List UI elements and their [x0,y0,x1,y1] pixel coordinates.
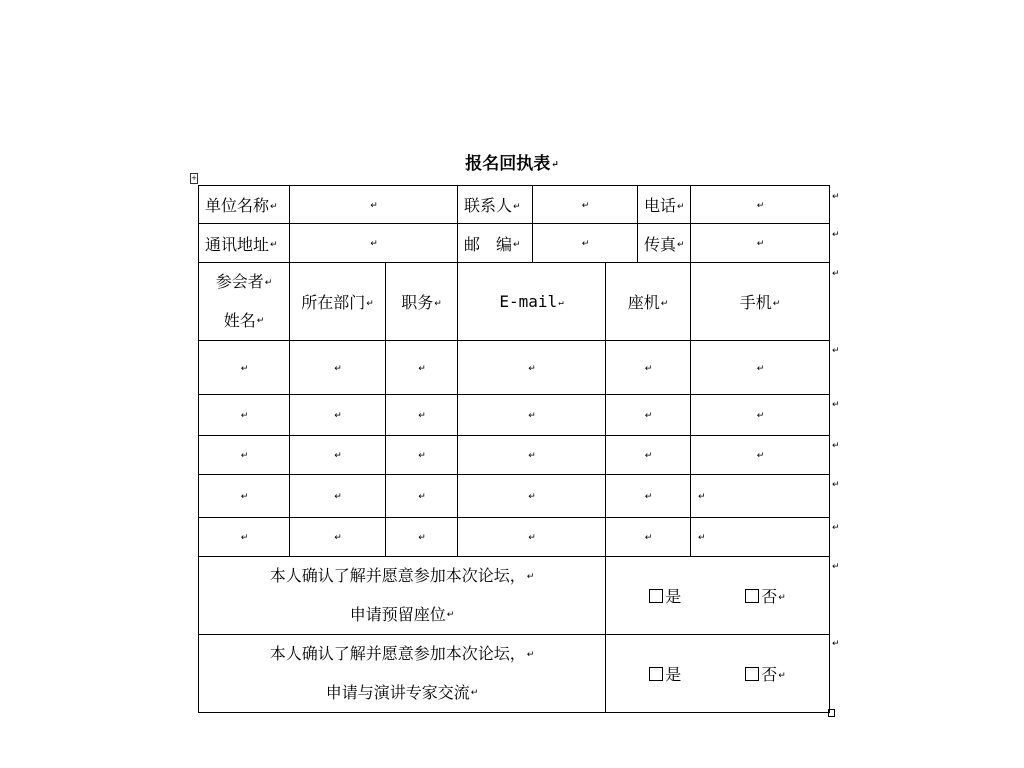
address-label: 通讯地址↵ [199,224,290,263]
email-cell[interactable]: ↵ [458,475,606,518]
mobile-cell[interactable]: ↵ [691,518,830,557]
confirmation-speaker-options [606,635,830,713]
position-cell[interactable]: ↵ [386,395,458,436]
table-row [199,395,830,436]
table-row [199,518,830,557]
table-row [199,436,830,475]
landline-cell[interactable]: ↵ [606,436,691,475]
landline-cell[interactable]: ↵ [606,475,691,518]
col-position: 职务↵ [386,263,458,341]
mobile-cell[interactable]: ↵ [691,436,830,475]
table-anchor-icon[interactable]: + [191,174,197,182]
table-resize-handle-icon[interactable] [828,709,835,717]
attendee-name-cell[interactable]: ↵ [199,341,290,395]
fax-label: 传真↵ [638,224,691,263]
row-end-mark: ↵ [832,639,840,649]
row-end-mark: ↵ [832,269,840,279]
row-end-mark: ↵ [832,441,840,451]
email-cell[interactable]: ↵ [458,395,606,436]
unit-name-label: 单位名称↵ [199,186,290,224]
row-end-mark: ↵ [832,346,840,356]
confirmation-row-seat [199,557,830,635]
checkbox-icon[interactable] [649,589,663,603]
checkbox-icon[interactable] [649,667,663,681]
landline-cell[interactable]: ↵ [606,341,691,395]
confirmation-speaker-text: 本人确认了解并愿意参加本次论坛，↵ 申请与演讲专家交流↵ [199,635,606,713]
speaker-yes-option[interactable]: 是 [649,662,681,685]
col-attendee-name: 参会者↵ 姓名↵ [199,263,290,341]
postcode-field[interactable]: ↵ [533,224,638,263]
landline-cell[interactable]: ↵ [606,518,691,557]
email-cell[interactable]: ↵ [458,341,606,395]
table-row [199,224,830,263]
fax-field[interactable]: ↵ [691,224,830,263]
seat-no-option[interactable]: 否↵ [745,584,786,607]
row-end-mark: ↵ [832,400,840,410]
attendee-name-cell[interactable]: ↵ [199,395,290,436]
phone-label: 电话↵ [638,186,691,224]
attendee-name-cell[interactable]: ↵ [199,475,290,518]
registration-table [198,185,830,713]
col-mobile: 手机↵ [691,263,830,341]
row-end-mark: ↵ [832,192,840,202]
row-end-mark: ↵ [832,523,840,533]
table-row [199,186,830,224]
email-cell[interactable]: ↵ [458,436,606,475]
mobile-cell[interactable]: ↵ [691,395,830,436]
postcode-label: 邮 编↵ [458,224,533,263]
contact-field[interactable]: ↵ [533,186,638,224]
row-end-mark: ↵ [832,562,840,572]
speaker-no-option[interactable]: 否↵ [745,662,786,685]
email-cell[interactable]: ↵ [458,518,606,557]
position-cell[interactable]: ↵ [386,341,458,395]
attendee-name-cell[interactable]: ↵ [199,518,290,557]
col-email: E-mail↵ [458,263,606,341]
confirmation-row-speaker [199,635,830,713]
address-field[interactable]: ↵ [290,224,458,263]
position-cell[interactable]: ↵ [386,475,458,518]
department-cell[interactable]: ↵ [290,341,386,395]
confirmation-seat-text: 本人确认了解并愿意参加本次论坛，↵ 申请预留座位↵ [199,557,606,635]
contact-label: 联系人↵ [458,186,533,224]
mobile-cell[interactable]: ↵ [691,341,830,395]
department-cell[interactable]: ↵ [290,436,386,475]
department-cell[interactable]: ↵ [290,518,386,557]
checkbox-icon[interactable] [745,589,759,603]
seat-yes-option[interactable]: 是 [649,584,681,607]
position-cell[interactable]: ↵ [386,436,458,475]
row-end-mark: ↵ [832,480,840,490]
position-cell[interactable]: ↵ [386,518,458,557]
mobile-cell[interactable]: ↵ [691,475,830,518]
col-department: 所在部门↵ [290,263,386,341]
landline-cell[interactable]: ↵ [606,395,691,436]
confirmation-seat-options [606,557,830,635]
department-cell[interactable]: ↵ [290,395,386,436]
row-end-mark: ↵ [832,230,840,240]
phone-field[interactable]: ↵ [691,186,830,224]
table-row [199,341,830,395]
department-cell[interactable]: ↵ [290,475,386,518]
table-row [199,475,830,518]
table-header-row [199,263,830,341]
col-landline: 座机↵ [606,263,691,341]
checkbox-icon[interactable] [745,667,759,681]
unit-name-field[interactable]: ↵ [290,186,458,224]
attendee-name-cell[interactable]: ↵ [199,436,290,475]
form-title: 报名回执表↵ [465,154,559,174]
